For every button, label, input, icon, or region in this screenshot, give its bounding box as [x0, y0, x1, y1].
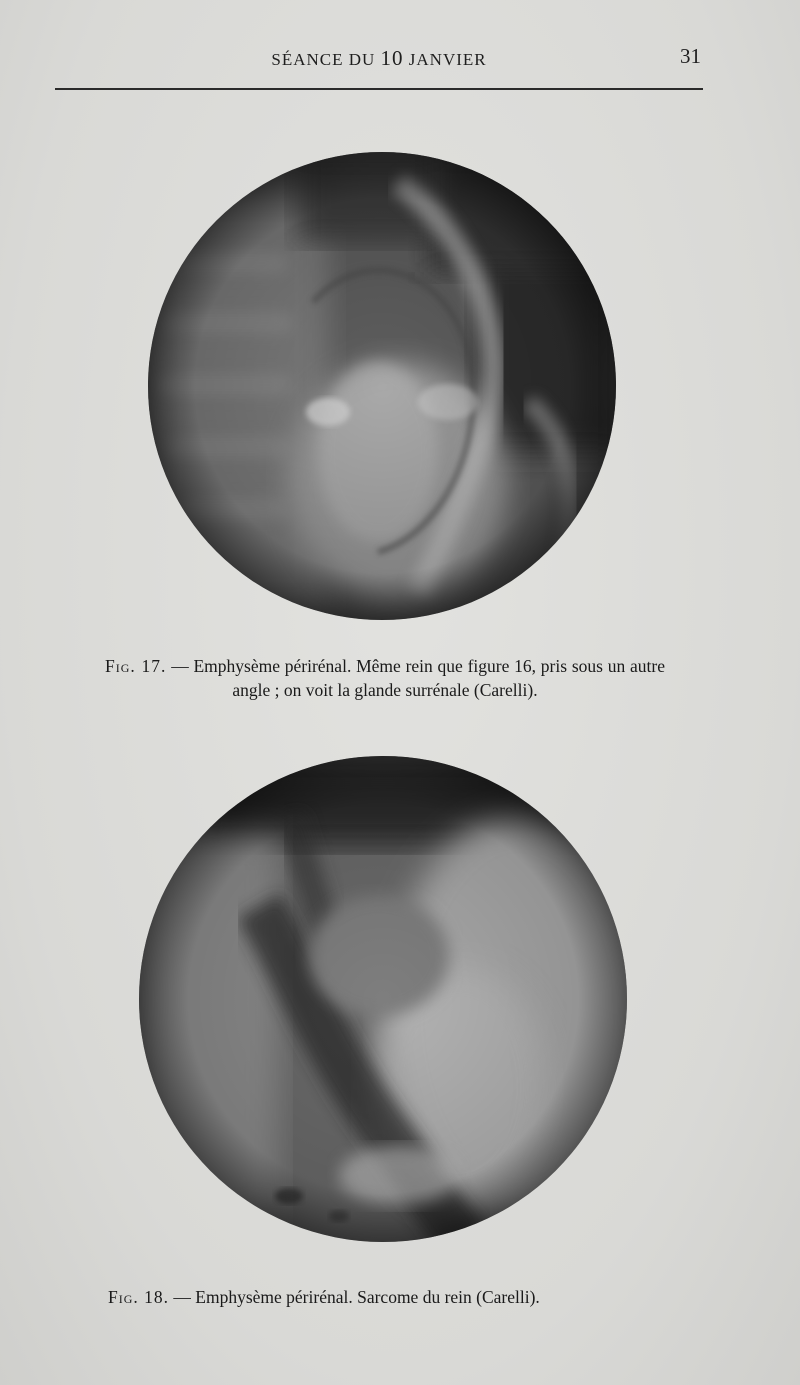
running-title-day: 10: [380, 46, 404, 70]
figure-18-image: [139, 756, 627, 1242]
figure-17-label: Fig. 17.: [105, 656, 167, 676]
figure-17-caption: [105, 654, 665, 702]
running-title: [55, 46, 703, 71]
figure-17-caption-text: — Emphysème périrénal. Même rein que figure 16, pris sous un autre angle ; on voit la glande surrénale (Carelli).: [166, 656, 665, 700]
running-head: [55, 44, 703, 70]
page-number: 31: [680, 44, 701, 68]
header-rule: [55, 88, 703, 90]
figure-18-radiograph: [139, 756, 627, 1242]
figure-17-radiograph: [148, 152, 616, 620]
running-title-post: JANVIER: [403, 50, 487, 69]
running-title-pre: SÉANCE DU: [271, 50, 381, 69]
figure-18-label: Fig. 18.: [108, 1287, 170, 1307]
figure-18-caption: [108, 1285, 668, 1309]
figure-18-caption-text: — Emphysème périrénal. Sarcome du rein (Carelli).: [169, 1287, 540, 1307]
figure-17-image: [148, 152, 616, 620]
